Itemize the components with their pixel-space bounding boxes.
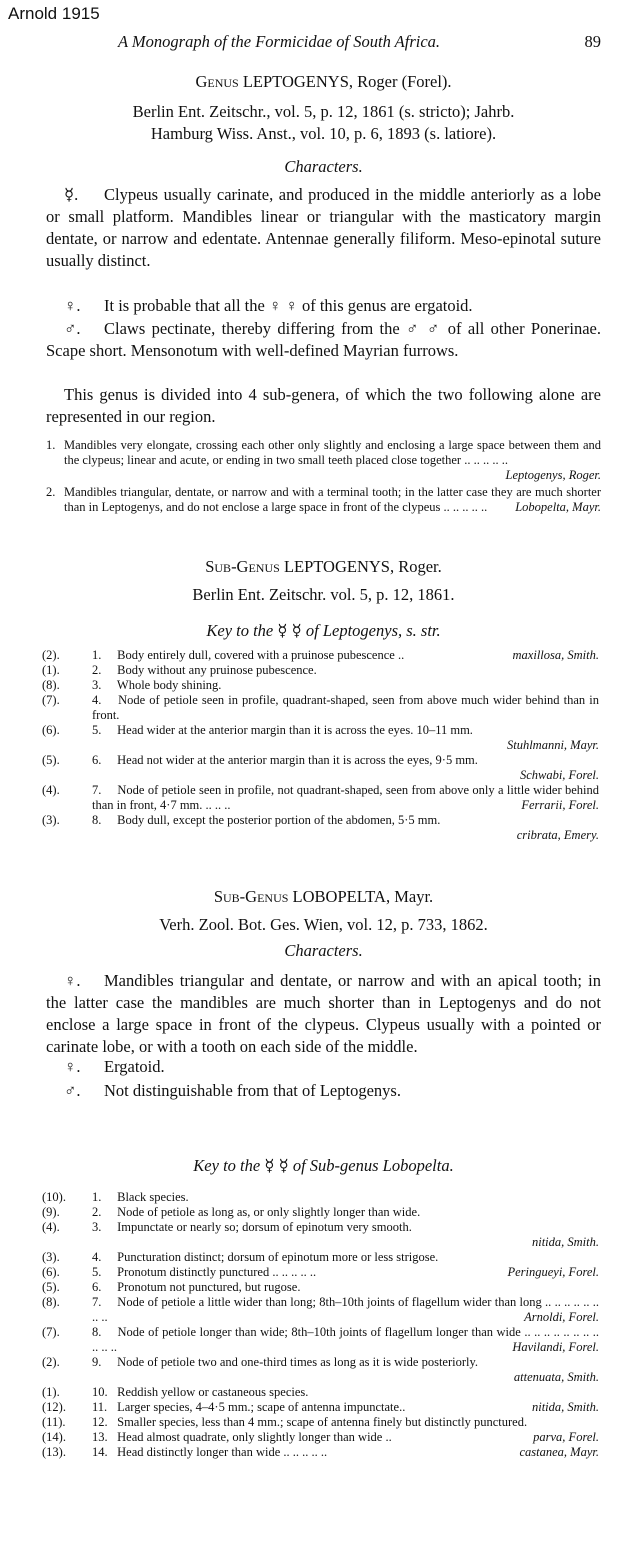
key-entry: [92, 1265, 599, 1280]
key-species-name-text: Stuhlmanni, Mayr.: [506, 738, 599, 752]
key-species-name: [42, 1370, 599, 1385]
key-couplet-ref: (2).: [42, 648, 60, 662]
key-couplet-ref: (7).: [42, 693, 60, 707]
key-number: 2.: [92, 663, 102, 677]
key-couplet-ref: (3).: [42, 1250, 60, 1264]
key-number: 1.: [92, 648, 102, 662]
leptogenys-key-table: [42, 648, 599, 843]
key-text: Head almost quadrate, only slightly longer than wide ..: [117, 1430, 392, 1444]
genus-reference: [46, 101, 601, 145]
key-row: [42, 1355, 599, 1370]
key-row: [42, 663, 599, 678]
key-row: [42, 1220, 599, 1235]
key-species-name: [42, 738, 599, 753]
key-text: Head wider at the anterior margin than it is across the eyes. 10–11 mm.: [117, 723, 473, 737]
key-text: Node of petiole two and one-third times as long as it is wide posteriorly.: [117, 1355, 479, 1369]
key-entry: [92, 1445, 599, 1460]
key-number: 8.: [92, 1325, 102, 1339]
genus-female-paragraph: [46, 295, 601, 317]
key-entry: [92, 783, 599, 813]
genus-characters-heading: Characters.: [284, 157, 363, 176]
genus-key: [46, 438, 601, 515]
subgenus-leptogenys-key-title: Key to the ☿ ☿ of Leptogenys, s. str.: [206, 621, 441, 640]
worker-text: Clypeus usually carinate, and produced in the middle anteriorly as a lobe or small platform. Mandibles linear or triangular with the masticatory margin dentate, or narrow and edentate. Antennae generally filiform. Meso-epinotal suture usually distinct.: [46, 185, 601, 270]
key-entry: [92, 693, 599, 723]
lobopelta-male-paragraph: ♂. Not distinguishable from that of Leptogenys.: [64, 1081, 401, 1100]
genus-key-text: Mandibles triangular, dentate, or narrow and with a terminal tooth; in the latter case they are much shorter than in Leptogenys, and do not enclose a large space in front of the clypeus .. .. .. .. .. Lobopelta, Mayr.: [64, 485, 601, 514]
key-text: Puncturation distinct; dorsum of epinotum more or less strigose.: [117, 1250, 439, 1264]
key-text: Node of petiole longer than wide; 8th–10th joints of flagellum longer than wide .. .. .. .. .. .. .. .. .. .. ..: [92, 1325, 600, 1354]
subgenus-leptogenys-reference: Berlin Ent. Zeitschr. vol. 5, p. 12, 1861.: [192, 585, 455, 604]
key-couplet-ref: (3).: [42, 813, 60, 827]
genus-key-row: [46, 485, 601, 515]
key-number: 6.: [92, 1280, 102, 1294]
genus-reference-line-2: Hamburg Wiss. Anst., vol. 10, p. 6, 1893 (s. latiore).: [150, 124, 497, 143]
subgenus-lobopelta-reference: Verh. Zool. Bot. Ges. Wien, vol. 12, p. 733, 1862.: [159, 915, 488, 934]
key-text: Node of petiole seen in profile, not quadrant-shaped, seen from above only a little wider behind than in front, 4·7 mm. .. .. ..: [92, 783, 600, 812]
genus-heading-prefix: Genus: [195, 72, 239, 91]
subgenus-lobopelta-key-title: Key to the ☿ ☿ of Sub-genus Lobopelta.: [193, 1156, 454, 1175]
key-number: 2.: [92, 1205, 102, 1219]
key-species-name: maxillosa, Smith.: [512, 648, 599, 662]
subgenus-lobopelta-heading: Sub-Genus LOBOPELTA, Mayr.: [213, 887, 434, 906]
key-species-name: nitida, Smith.: [531, 1400, 599, 1414]
key-entry: [92, 1250, 599, 1265]
key-row: [42, 1445, 599, 1460]
key-couplet-ref: (10).: [42, 1190, 66, 1204]
key-row: [42, 753, 599, 768]
key-number: 5.: [92, 723, 102, 737]
subgenus-lobopelta-characters-heading: Characters.: [284, 941, 363, 960]
key-row: [42, 1400, 599, 1415]
genus-key-text: Mandibles very elongate, crossing each other only slightly and enclosing a large space between them and the clypeus; linear and acute, or ending in two small teeth placed close together .. .. .. .. .. Leptogenys, Roger.: [64, 438, 601, 482]
key-row: [42, 693, 599, 723]
genus-heading: [46, 72, 601, 92]
key-entry: [92, 1430, 599, 1445]
key-number: 6.: [92, 753, 102, 767]
key-entry: [92, 1400, 599, 1415]
key-couplet-ref: (8).: [42, 1295, 60, 1309]
key-entry: [92, 813, 599, 828]
key-number: 4.: [92, 693, 102, 707]
key-row: [42, 1250, 599, 1265]
key-entry: [92, 1415, 599, 1430]
key-couplet-ref: (6).: [42, 723, 60, 737]
male-symbol: ♂.: [64, 319, 81, 338]
key-text: Node of petiole a little wider than long; 8th–10th joints of flagellum wider than long .. .. .. .. .. .. .. ..: [92, 1295, 600, 1324]
key-text: Whole body shining.: [116, 678, 222, 692]
key-number: 5.: [92, 1265, 102, 1279]
key-text: Larger species, 4–4·5 mm.; scape of antenna impunctate..: [117, 1400, 406, 1414]
lobopelta-female-paragraph: ♀. Ergatoid.: [64, 1057, 165, 1076]
key-entry: [92, 1355, 599, 1370]
key-species-name: [42, 1235, 599, 1250]
key-row: [42, 678, 599, 693]
key-row: [42, 1430, 599, 1445]
page-number: 89: [584, 32, 601, 51]
key-species-name: Havilandi, Forel.: [512, 1340, 599, 1354]
female-symbol: ♀.: [64, 296, 81, 315]
key-text: Head not wider at the anterior margin than it is across the eyes, 9·5 mm.: [117, 753, 478, 767]
genus-key-number: 2.: [46, 485, 56, 499]
key-species-name: Peringueyi, Forel.: [507, 1265, 599, 1279]
genus-key-number: 1.: [46, 438, 56, 452]
key-row: [42, 783, 599, 813]
key-number: 4.: [92, 1250, 102, 1264]
key-text: Pronotum not punctured, but rugose.: [117, 1280, 301, 1294]
key-text: Black species.: [117, 1190, 189, 1204]
female-text: It is probable that all the ♀ ♀ of this genus are ergatoid.: [104, 296, 473, 315]
key-species-name-text: Schwabi, Forel.: [519, 768, 599, 782]
key-number: 11.: [92, 1400, 108, 1414]
key-number: 7.: [92, 783, 102, 797]
key-entry: [92, 1385, 599, 1400]
key-entry: [92, 648, 599, 663]
key-text: Reddish yellow or castaneous species.: [117, 1385, 309, 1399]
key-text: Body entirely dull, covered with a pruinose pubescence ..: [117, 648, 405, 662]
key-entry: [92, 1190, 599, 1205]
division-text: This genus is divided into 4 sub-genera, of which the two following alone are represented in our region.: [46, 385, 601, 426]
key-couplet-ref: (6).: [42, 1265, 60, 1279]
key-couplet-ref: (7).: [42, 1325, 60, 1339]
key-row: [42, 1190, 599, 1205]
key-text: Smaller species, less than 4 mm.; scape of antenna finely but distinctly punctured.: [117, 1415, 528, 1429]
key-couplet-ref: (11).: [42, 1415, 66, 1429]
key-text: Pronotum distinctly punctured .. .. .. .. ..: [117, 1265, 317, 1279]
key-text: Impunctate or nearly so; dorsum of epinotum very smooth.: [117, 1220, 412, 1234]
key-entry: [92, 663, 599, 678]
key-species-name: [42, 828, 599, 843]
lobopelta-key-table: [42, 1190, 599, 1460]
key-couplet-ref: (12).: [42, 1400, 66, 1414]
key-couplet-ref: (2).: [42, 1355, 60, 1369]
key-text: Body without any pruinose pubescence.: [117, 663, 317, 677]
key-entry: [92, 1205, 599, 1220]
key-couplet-ref: (14).: [42, 1430, 66, 1444]
key-number: 1.: [92, 1190, 102, 1204]
genus-reference-line-1: Berlin Ent. Zeitschr., vol. 5, p. 12, 1861 (s. stricto); Jahrb.: [132, 102, 515, 121]
key-species-name: Ferrarii, Forel.: [521, 798, 599, 812]
key-entry: [92, 753, 599, 768]
key-row: [42, 723, 599, 738]
key-entry: [92, 1295, 599, 1325]
key-couplet-ref: (1).: [42, 663, 60, 677]
genus-key-row: [46, 438, 601, 483]
key-text: Body dull, except the posterior portion of the abdomen, 5·5 mm.: [117, 813, 441, 827]
source-stamp: Arnold 1915: [8, 4, 100, 23]
key-species-name: Arnoldi, Forel.: [524, 1310, 599, 1324]
key-row: [42, 1280, 599, 1295]
key-number: 7.: [92, 1295, 102, 1309]
genus-male-paragraph: [46, 318, 601, 362]
key-couplet-ref: (5).: [42, 753, 60, 767]
key-number: 14.: [92, 1445, 108, 1459]
key-row: [42, 648, 599, 663]
key-text: Head distinctly longer than wide .. .. .. .. ..: [117, 1445, 328, 1459]
genus-division-paragraph: [46, 384, 601, 428]
genus-heading-name: LEPTOGENYS, Roger (Forel).: [238, 72, 452, 91]
key-number: 10.: [92, 1385, 108, 1399]
key-entry: [92, 1220, 599, 1235]
key-entry: [92, 1325, 599, 1355]
key-row: [42, 1295, 599, 1325]
key-couplet-ref: (1).: [42, 1385, 60, 1399]
key-couplet-ref: (5).: [42, 1280, 60, 1294]
key-entry: [92, 678, 599, 693]
key-entry: [92, 723, 599, 738]
key-text: Node of petiole seen in profile, quadrant-shaped, seen from above much wider behind than in front.: [92, 693, 600, 722]
key-species-name: [42, 768, 599, 783]
key-entry: [92, 1280, 599, 1295]
male-text: Claws pectinate, thereby differing from the ♂ ♂ of all other Ponerinae. Scape short. Mensonotum with well-defined Mayrian furrows.: [46, 319, 601, 360]
key-species-name: castanea, Mayr.: [519, 1445, 599, 1459]
key-number: 3.: [92, 678, 102, 692]
key-row: [42, 1205, 599, 1220]
journal-title: A Monograph of the Formicidae of South Africa.: [118, 32, 441, 51]
key-row: [42, 813, 599, 828]
worker-symbol: ☿.: [64, 185, 79, 204]
key-couplet-ref: (4).: [42, 1220, 60, 1234]
lobopelta-worker-paragraph: ♀. Mandibles triangular and dentate, or narrow and with an apical tooth; in the latter case the mandibles are much shorter than in Leptogenys and do not enclose a large space in front of the clypeus. Clypeus usually with a pointed or carinate lobe, or with a tooth on each side of the middle.: [46, 971, 601, 1056]
key-number: 13.: [92, 1430, 108, 1444]
key-number: 8.: [92, 813, 102, 827]
key-row: [42, 1265, 599, 1280]
key-couplet-ref: (13).: [42, 1445, 66, 1459]
key-species-name: parva, Forel.: [533, 1430, 599, 1444]
key-row: [42, 1325, 599, 1355]
key-number: 12.: [92, 1415, 108, 1429]
key-couplet-ref: (8).: [42, 678, 60, 692]
key-row: [42, 1385, 599, 1400]
key-species-name-text: attenuata, Smith.: [513, 1370, 599, 1384]
key-number: 3.: [92, 1220, 102, 1234]
key-number: 9.: [92, 1355, 102, 1369]
subgenus-leptogenys-heading: Sub-Genus LEPTOGENYS, Roger.: [205, 557, 442, 576]
key-couplet-ref: (9).: [42, 1205, 60, 1219]
key-couplet-ref: (4).: [42, 783, 60, 797]
genus-worker-paragraph: [46, 184, 601, 272]
key-species-name-text: cribrata, Emery.: [516, 828, 599, 842]
key-text: Node of petiole as long as, or only slightly longer than wide.: [117, 1205, 421, 1219]
key-row: [42, 1415, 599, 1430]
key-species-name-text: nitida, Smith.: [531, 1235, 599, 1249]
